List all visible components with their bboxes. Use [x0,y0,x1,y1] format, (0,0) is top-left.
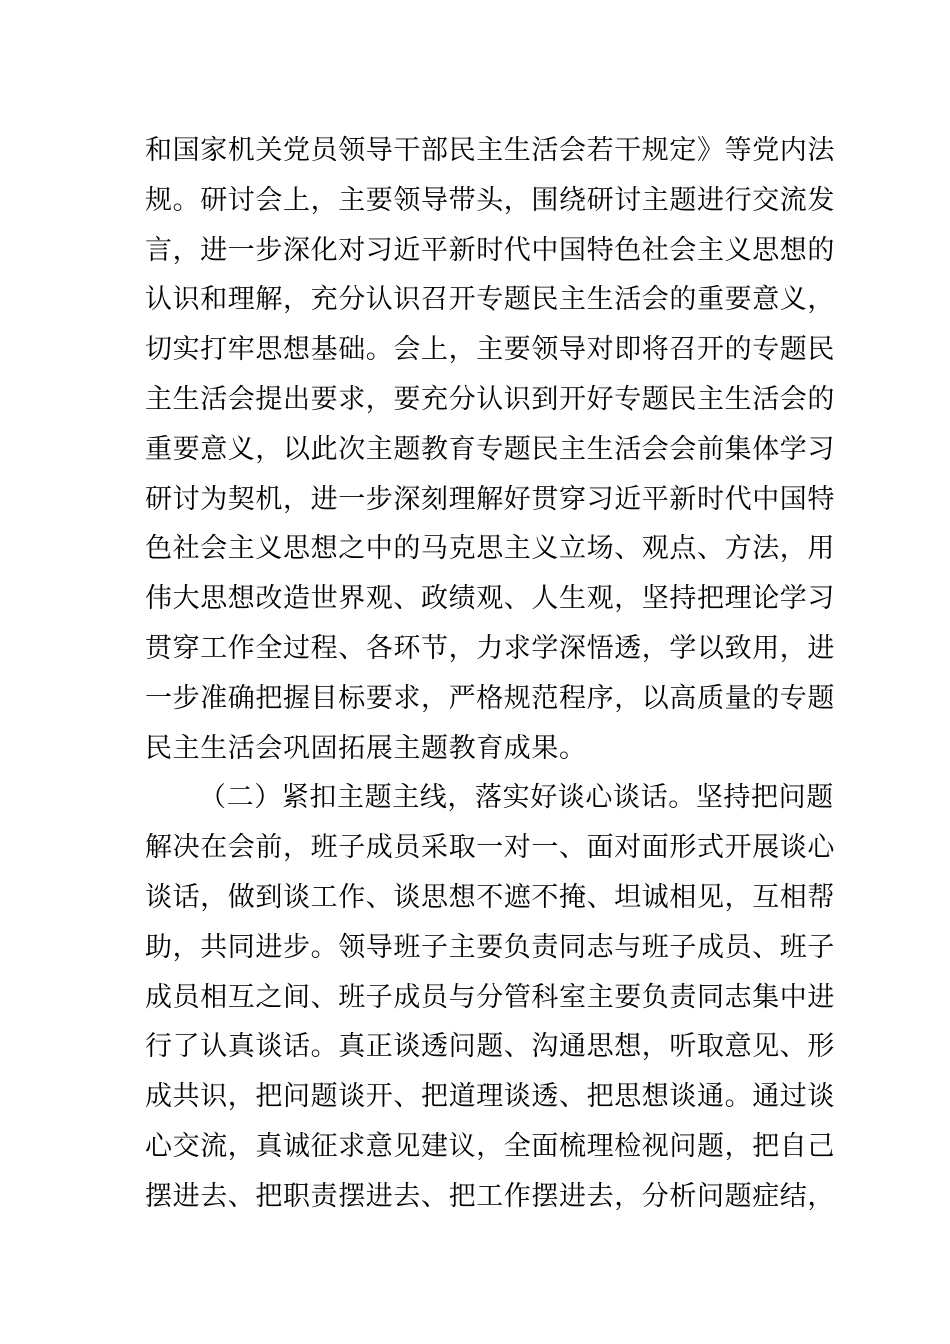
text-line: 助，共同进步。领导班子主要负责同志与班子成员、班子 [145,931,835,963]
text-line: 民主生活会巩固拓展主题教育成果。 [145,732,587,764]
text-line: 成共识，把问题谈开、把道理谈透、把思想谈通。通过谈 [145,1081,835,1113]
body-text [145,126,835,1222]
text-line: 主生活会提出要求，要充分认识到开好专题民主生活会的 [145,383,835,415]
text-line: 色社会主义思想之中的马克思主义立场、观点、方法，用 [145,533,835,565]
text-line: 行了认真谈话。真正谈透问题、沟通思想，听取意见、形 [145,1031,835,1063]
text-line: 谈话，做到谈工作、谈思想不遮不掩、坦诚相见，互相帮 [145,881,835,913]
text-line: 解决在会前，班子成员采取一对一、面对面形式开展谈心 [145,832,835,864]
text-line: 成员相互之间、班子成员与分管科室主要负责同志集中进 [145,981,835,1013]
text-line: 和国家机关党员领导干部民主生活会若干规定》等党内法 [145,135,835,166]
text-line: 言，进一步深化对习近平新时代中国特色社会主义思想的 [145,234,835,266]
text-line: 伟大思想改造世界观、政绩观、人生观，坚持把理论学习 [145,583,835,615]
section-heading-line: （二）紧扣主题主线，落实好谈心谈话。坚持把问题 [199,782,834,814]
text-line: 摆进去、把职责摆进去、把工作摆进去，分析问题症结， [145,1180,835,1212]
text-line: 切实打牢思想基础。会上，主要领导对即将召开的专题民 [145,334,835,366]
text-line: 规。研讨会上，主要领导带头，围绕研讨主题进行交流发 [145,184,835,216]
text-line: 心交流，真诚征求意见建议，全面梳理检视问题，把自己 [145,1130,835,1162]
text-line: 贯穿工作全过程、各环节，力求学深悟透，学以致用，进 [145,632,835,664]
text-line: 重要意义，以此次主题教育专题民主生活会会前集体学习 [145,433,835,465]
text-line: 研讨为契机，进一步深刻理解好贯穿习近平新时代中国特 [145,483,835,515]
text-line: 一步准确把握目标要求，严格规范程序，以高质量的专题 [145,682,835,714]
text-line: 认识和理解，充分认识召开专题民主生活会的重要意义， [145,284,835,316]
